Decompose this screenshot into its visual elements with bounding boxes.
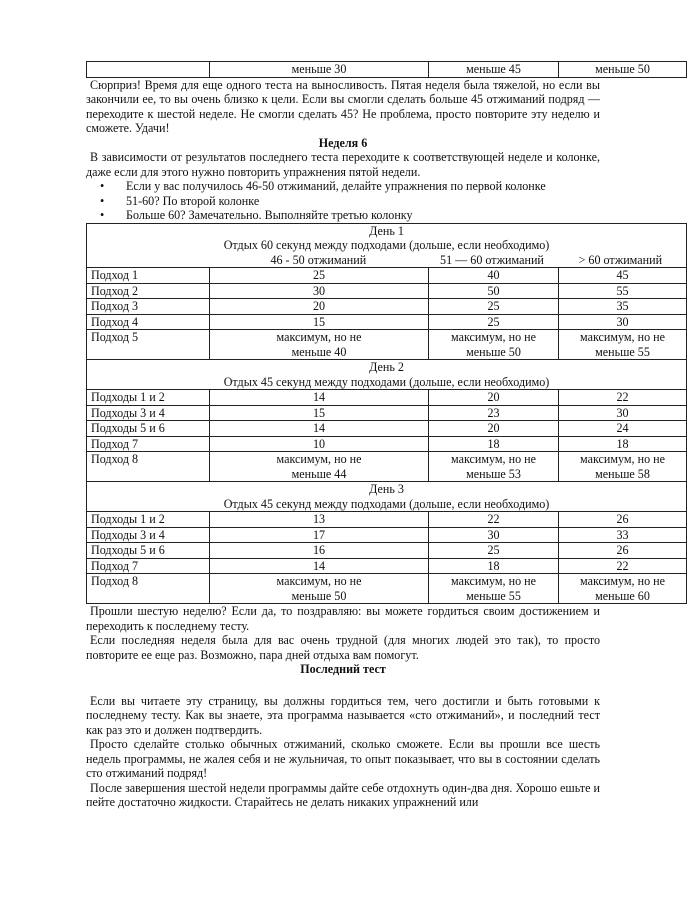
- table-cell: 25: [429, 299, 559, 315]
- set-label: Подход 4: [87, 314, 210, 330]
- column-headers: [89, 253, 684, 268]
- table-cell: 45: [559, 268, 687, 284]
- table-row: [87, 390, 687, 406]
- set-label: Подход 5: [87, 330, 210, 360]
- table-cell: 14: [210, 390, 429, 406]
- table-row: [87, 421, 687, 437]
- final-paragraph: Если вы читаете эту страницу, вы должны гордиться тем, чего достигли и быть готовыми к последнему тесту. Как вы знаете, эта программа называется «сто отжиманий», и последний тест как раз это и должен подтвердить.: [86, 693, 600, 737]
- table-cell: 25: [429, 543, 559, 559]
- list-item: • Больше 60? Замечательно. Выполняйте третью колонку: [100, 208, 413, 222]
- bullet-icon: •: [100, 179, 105, 193]
- set-label: Подход 3: [87, 299, 210, 315]
- table-row: [87, 405, 687, 421]
- previous-table-tail: [86, 61, 687, 78]
- table-cell: максимум, но не меньше 50: [429, 330, 559, 360]
- table-cell: 26: [559, 543, 687, 559]
- table-row: [87, 452, 687, 482]
- set-label: Подходы 1 и 2: [87, 390, 210, 406]
- table-row: [87, 512, 687, 528]
- week-heading: Неделя 6: [318, 135, 368, 150]
- table-row: [87, 299, 687, 315]
- table-cell: 15: [210, 314, 429, 330]
- table-cell: 50: [429, 283, 559, 299]
- day-header-row: [87, 223, 687, 268]
- table-cell: 16: [210, 543, 429, 559]
- week-paragraph: В зависимости от результатов последнего теста переходите к соответствующей неделе и колонке, даже если для этого нужно повторить упражнения пятой недели.: [86, 150, 600, 179]
- table-row: [87, 62, 687, 78]
- table-cell: 14: [210, 558, 429, 574]
- set-label: Подход 1: [87, 268, 210, 284]
- column-header: 46 - 50 отжиманий: [270, 252, 367, 267]
- table-cell: 15: [210, 405, 429, 421]
- set-label: Подходы 3 и 4: [87, 405, 210, 421]
- table-cell: 22: [429, 512, 559, 528]
- set-label: Подходы 5 и 6: [87, 421, 210, 437]
- final-paragraph: Просто сделайте столько обычных отжиманий, сколько сможете. Если вы прошли все шесть недель программы, не жалея себя и не жульничая, то опыт показывает, что вы в состоянии сделать сто отжиманий подряд!: [86, 737, 600, 780]
- set-label: Подход 7: [87, 558, 210, 574]
- document-page: [86, 61, 665, 810]
- table-cell: максимум, но не меньше 50: [210, 574, 429, 604]
- day-header-row: [87, 360, 687, 390]
- table-row: [87, 268, 687, 284]
- final-test-heading: Последний тест: [300, 662, 386, 676]
- table-cell: 22: [559, 390, 687, 406]
- list-item: • Если у вас получилось 46-50 отжиманий, делайте упражнения по первой колонке: [100, 179, 546, 193]
- final-paragraph: После завершения шестой недели программы дайте себе отдохнуть один-два дня. Хорошо ешьте и пейте достаточно жидкости. Старайтесь не делать никаких упражнений или: [86, 780, 600, 809]
- rest-note: Отдых 60 секунд между подходами (дольше, если необходимо): [223, 238, 550, 252]
- week6-table: [86, 223, 687, 605]
- day-header-row: [87, 482, 687, 512]
- table-cell: 18: [429, 558, 559, 574]
- table-row: [87, 527, 687, 543]
- table-cell: меньше 45: [429, 62, 559, 78]
- bullet-icon: •: [100, 208, 105, 222]
- table-cell: максимум, но не меньше 53: [429, 452, 559, 482]
- table-cell: 30: [429, 527, 559, 543]
- table-row: [87, 330, 687, 360]
- day-header: [87, 482, 687, 512]
- table-cell: 20: [210, 299, 429, 315]
- after-table-paragraph: Прошли шестую неделю? Если да, то поздравляю: вы можете гордиться своим достижением и переходить к последнему тесту.: [86, 604, 600, 633]
- column-header: > 60 отжиманий: [578, 252, 663, 267]
- table-cell: 35: [559, 299, 687, 315]
- table-cell: 18: [429, 436, 559, 452]
- table-cell: 26: [559, 512, 687, 528]
- day-title: День 3: [369, 482, 404, 496]
- day-title: День 2: [369, 360, 404, 374]
- table-cell: 10: [210, 436, 429, 452]
- day-title: День 1: [369, 223, 404, 238]
- table-cell: меньше 50: [559, 62, 687, 78]
- after-table-paragraph: Если последняя неделя была для вас очень трудной (для многих людей это так), то просто повторите ее еще раз. Возможно, пара дней отдыха вам помогут.: [86, 633, 600, 662]
- table-cell: максимум, но не меньше 58: [559, 452, 687, 482]
- table-cell: 25: [429, 314, 559, 330]
- table-cell: 30: [559, 314, 687, 330]
- table-row: [87, 314, 687, 330]
- table-cell: максимум, но не меньше 60: [559, 574, 687, 604]
- set-label: Подход 8: [87, 574, 210, 604]
- table-cell: меньше 30: [210, 62, 429, 78]
- table-cell: 22: [559, 558, 687, 574]
- table-cell: [87, 62, 210, 78]
- table-cell: 24: [559, 421, 687, 437]
- table-row: [87, 574, 687, 604]
- bullet-list: [86, 179, 600, 223]
- table-row: [87, 558, 687, 574]
- table-cell: 13: [210, 512, 429, 528]
- set-label: Подход 2: [87, 283, 210, 299]
- table-row: [87, 436, 687, 452]
- table-cell: 33: [559, 527, 687, 543]
- table-cell: 20: [429, 421, 559, 437]
- table-cell: максимум, но не меньше 55: [429, 574, 559, 604]
- table-cell: 40: [429, 268, 559, 284]
- table-cell: 30: [559, 405, 687, 421]
- table-cell: 23: [429, 405, 559, 421]
- table-row: [87, 283, 687, 299]
- column-header: 51 — 60 отжиманий: [440, 252, 544, 267]
- table-row: [87, 543, 687, 559]
- set-label: Подходы 3 и 4: [87, 527, 210, 543]
- table-cell: 20: [429, 390, 559, 406]
- bullet-icon: •: [100, 193, 105, 208]
- rest-note: Отдых 45 секунд между подходами (дольше, если необходимо): [223, 496, 550, 511]
- rest-note: Отдых 45 секунд между подходами (дольше, если необходимо): [223, 374, 550, 389]
- set-label: Подходы 1 и 2: [87, 512, 210, 528]
- table-cell: 17: [210, 527, 429, 543]
- table-cell: 30: [210, 283, 429, 299]
- day-header: [87, 223, 687, 268]
- table-cell: максимум, но не меньше 44: [210, 452, 429, 482]
- set-label: Подход 8: [87, 452, 210, 482]
- day-header: [87, 360, 687, 390]
- table-cell: 25: [210, 268, 429, 284]
- set-label: Подход 7: [87, 436, 210, 452]
- table-cell: 14: [210, 421, 429, 437]
- intro-paragraph: Сюрприз! Время для еще одного теста на выносливость. Пятая неделя была тяжелой, но если вы закончили ее, то вы очень близко к цели. Если вы смогли сделать больше 45 отжиманий подряд — переходите к шестой неделе. Не смогли сделать 45? Не проблема, просто повторите эту неделю и сможете. Удачи!: [86, 77, 600, 135]
- set-label: Подходы 5 и 6: [87, 543, 210, 559]
- table-cell: 55: [559, 283, 687, 299]
- table-cell: максимум, но не меньше 40: [210, 330, 429, 360]
- list-item: • 51-60? По второй колонке: [100, 193, 260, 208]
- table-cell: 18: [559, 436, 687, 452]
- table-cell: максимум, но не меньше 55: [559, 330, 687, 360]
